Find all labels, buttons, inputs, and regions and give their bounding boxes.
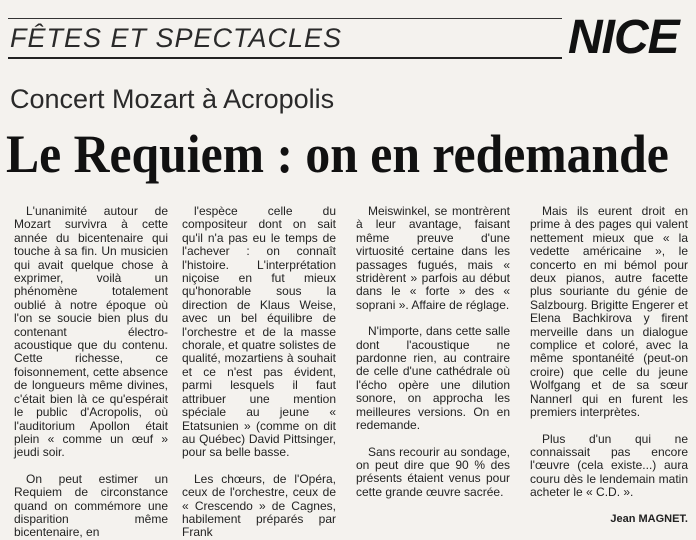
- paragraph: l'espèce celle du compositeur dont on sait qu'il n'a pas eu le temps de l'achever : on connaît l'histoire. L'interprétation niçoise en fut mieux qu'honorable sous la direction de Klaus Weise, avec un bel équilibre de l'orchestre et de la masse chorale, et quatre solistes de qualité, mozartiens à souhait et ce n'est pas évident, parmi lesquels il faut attribuer une mention spéciale au jeune « Etatsunien » (comme on dit au Québec) David Pittsinger, pour sa belle basse.: [182, 204, 336, 460]
- section-rule-bottom: [8, 57, 562, 59]
- paragraph: Meiswinkel, se montrèrent à leur avantage, faisant même preuve d'une virtuosité certaine dans les passages fugués, mais « stridèrent » parfois au début dans le « forte » des « soprani ». Affaire de réglage.: [356, 204, 510, 312]
- section-heading: FÊTES ET SPECTACLES: [10, 23, 343, 53]
- article-column-2: [182, 205, 336, 540]
- article-headline: Le Requiem : on en redemande: [6, 124, 669, 184]
- article-column-3: [356, 205, 510, 499]
- author-signature: Jean MAGNET.: [610, 512, 688, 525]
- article-column-4: [530, 205, 688, 526]
- article-kicker: Concert Mozart à Acropolis: [10, 84, 335, 114]
- paragraph: Mais ils eurent droit en prime à des pages qui valent nettement mieux que « la vedette américaine », le concerto en mi bémol pour deux pianos, autre facette plus souriante du génie de Salzbourg. Brigitte Engerer et Elena Bachkirova y firent merveille dans un dialogue complice et coloré, avec la même spontanéité (peut-on croire) que celle du jeune Wolfgang et de sa sœur Nannerl qui en furent les premiers interprètes.: [530, 204, 688, 420]
- paragraph: Sans recourir au sondage, on peut dire que 90 % des présents étaient venus pour cette grande œuvre sacrée.: [356, 444, 510, 499]
- paragraph: L'unanimité autour de Mozart survivra à cette année du bicentenaire qui touche à sa fin. Un musicien qui avait quelque chose à exprimer, voilà un phénomène totalement oublié à notre époque où l'on se soucie bien plus du contenant électro-acoustique que du contenu. Cette richesse, ce foisonnement, cette absence de longueurs même divines, c'était bien là ce qu'espérait le public d'Acropolis, où l'auditorium Apollon était plein « comme un œuf » jeudi soir.: [14, 204, 168, 460]
- article-column-1: [14, 205, 168, 540]
- paragraph: On peut estimer un Requiem de circonstance quand on commémore une disparition même bicentenaire, en: [14, 471, 168, 540]
- city-label: NICE: [568, 11, 679, 64]
- paragraph: N'importe, dans cette salle dont l'acoustique ne pardonne rien, au contraire de celle d'une cathédrale où l'écho opère une dilution sonore, on approcha les meilleures versions. On en redemande.: [356, 324, 510, 433]
- paragraph: Plus d'un qui ne connaissait pas encore l'œuvre (cela existe...) aura couru dès le lendemain matin acheter le « C.D. ».: [530, 431, 688, 500]
- paragraph: Les chœurs, de l'Opéra, ceux de l'orchestre, ceux de « Crescendo » de Cagnes, habilement préparés par Frank: [182, 471, 336, 540]
